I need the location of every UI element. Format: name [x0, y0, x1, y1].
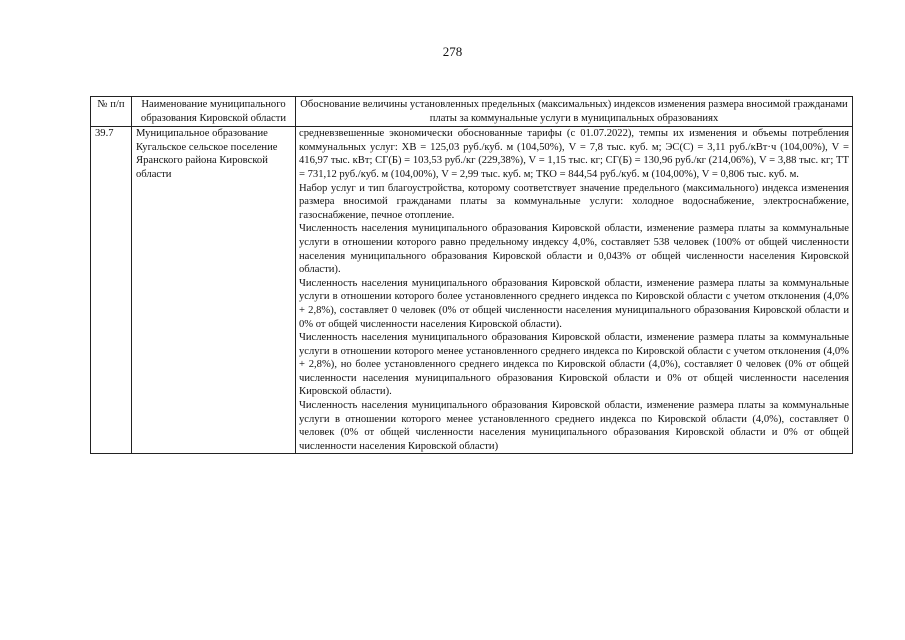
page-number: 278 [442, 44, 463, 59]
population-equal-paragraph: Численность населения муниципального образования Кировской области, изменение размера платы за коммунальные услуги в отношении которого равно предельному индексу 4,0%, составляет 538 человек (100% от общей численности населения муниципального образования Кировской области и 0,043% от общей численности населения Кировской области). [299, 223, 849, 276]
header-num: № п/п [91, 97, 132, 127]
table-row [91, 127, 853, 454]
municipality-name: Муниципальное образование Кугальское сельское поселение Яранского района Кировской области [132, 127, 296, 454]
header-basis: Обоснование величины установленных предельных (максимальных) индексов изменения размера вносимой гражданами платы за коммунальные услуги в муниципальных образованиях [296, 97, 853, 127]
population-below-paragraph: Численность населения муниципального образования Кировской области, изменение размера платы за коммунальные услуги в отношении которого менее установленного среднего индекса по Кировской области (4,0%), составляет 0 человек (0% от общей численности населения муниципального образования Кировской области и 0% от общей численности населения Кировской области) [299, 400, 849, 452]
row-number: 39.7 [91, 127, 132, 454]
population-between-paragraph: Численность населения муниципального образования Кировской области, изменение размера платы за коммунальные услуги в отношении которого менее установленного среднего индекса по Кировской области с учетом отклонения (4,0% + 2,8%), но более установленного среднего индекса по Кировской области (4,0%), составляет 0 человек (0% от общей численности населения муниципального образования Кировской области и 0% от общей численности населения Кировской области). [299, 332, 849, 398]
population-above-paragraph: Численность населения муниципального образования Кировской области, изменение размера платы за коммунальные услуги в отношении которого более установленного среднего индекса по Кировской области с учетом отклонения (4,0% + 2,8%), составляет 0 человек (0% от общей численности населения муниципального образования Кировской области и 0% от общей численности населения Кировской области). [299, 277, 849, 330]
basis-cell [296, 127, 853, 454]
header-municipality: Наименование муниципального образования Кировской области [132, 97, 296, 127]
tariffs-paragraph: средневзвешенные экономически обоснованные тарифы (с 01.07.2022), темпы их изменения и объемы потребления коммунальных услуг: ХВ = 125,03 руб./куб. м (104,50%), V = 7,8 тыс. куб. м; ЭС(С) = 3,11 руб./кВт·ч (104,00%), V = 416,97 тыс. кВт; СГ(Б) = 103,53 руб./кг (229,38%), V = 1,15 тыс. кг; СГ(Б) = 130,96 руб./кг (214,06%), V = 3,88 тыс. кг; ТТ = 731,12 руб./куб. м (104,00%), V = 2,99 тыс. куб. м; ТКО = 844,54 руб./куб. м (104,00%), V = 0,806 тыс. куб. м. [299, 128, 849, 180]
table-header-row [91, 97, 853, 127]
tariff-table [90, 96, 853, 454]
services-paragraph: Набор услуг и тип благоустройства, которому соответствует значение предельного (максимального) индекса изменения размера вносимой гражданами платы за коммунальные услуги: холодное водоснабжение, электроснабжение, газоснабжение, печное отопление. [299, 182, 849, 221]
